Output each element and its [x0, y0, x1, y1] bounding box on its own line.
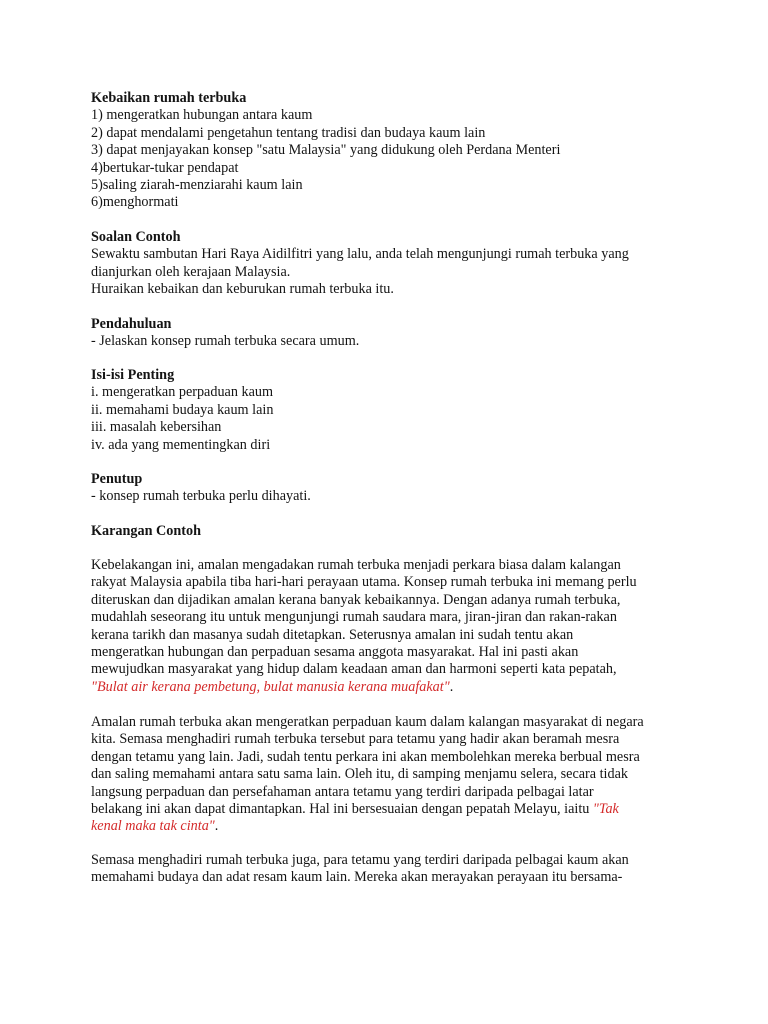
- sample-question-heading: Soalan Contoh: [91, 229, 181, 245]
- paragraph-line-start: belakang ini akan dapat dimantapkan. Hal ini bersesuaian dengan pepatah Melayu, iaitu: [91, 801, 593, 818]
- paragraph-line-with-quote: [91, 801, 691, 818]
- proverb-quote: "Tak: [592, 801, 619, 818]
- paragraph-line: dengan tetamu yang lain. Jadi, sudah tentu perkara ini akan membolehkan mereka berbual mesra: [91, 748, 640, 765]
- essay-paragraph-2: [91, 714, 691, 836]
- closing-section: [91, 471, 691, 506]
- proverb-quote: "Bulat air kerana pembetung, bulat manusia kerana muafakat": [91, 678, 450, 695]
- paragraph-line: diteruskan dan dijadikan amalan kerana banyak kebaikannya. Dengan adanya rumah terbuka,: [91, 591, 621, 608]
- paragraph-line-quote: [91, 679, 691, 696]
- benefit-item: 2) dapat mendalami pengetahun tentang tradisi dan budaya kaum lain: [91, 124, 486, 141]
- introduction-section: [91, 316, 691, 351]
- sample-question-line: Sewaktu sambutan Hari Raya Aidilfitri yang lalu, anda telah mengunjungi rumah terbuka yang: [91, 246, 629, 263]
- sample-question-section: [91, 229, 691, 299]
- main-points-heading: Isi-isi Penting: [91, 367, 175, 383]
- paragraph-line: Amalan rumah terbuka akan mengeratkan perpaduan kaum dalam kalangan masyarakat di negara: [91, 714, 644, 730]
- paragraph-line-quote: [91, 818, 691, 835]
- paragraph-line: kerana tarikh dan masanya sudah ditetapkan. Seterusnya amalan ini sudah tentu akan: [91, 626, 574, 643]
- introduction-heading: Pendahuluan: [91, 316, 172, 332]
- paragraph-line: mudahlah seseorang itu untuk mengunjungi rumah saudara mara, jiran-jiran dan rakan-rakan: [91, 609, 617, 626]
- paragraph-line: mengeratkan hubungan dan perpaduan sesama anggota masyarakat. Hal ini pasti akan: [91, 644, 579, 661]
- paragraph-line: kita. Semasa menghadiri rumah terbuka tersebut para tetamu yang hadir akan beramah mesra: [91, 731, 620, 748]
- closing-line: - konsep rumah terbuka perlu dihayati.: [91, 488, 311, 505]
- paragraph-line: langsung perpaduan dan persefahaman antara tetamu yang terdiri daripada pelbagai latar: [91, 783, 594, 800]
- essay-heading: Karangan Contoh: [91, 523, 201, 539]
- benefits-heading: Kebaikan rumah terbuka: [91, 90, 247, 106]
- main-point-item: i. mengeratkan perpaduan kaum: [91, 384, 273, 401]
- paragraph-line: mewujudkan masyarakat yang hidup dalam keadaan aman dan harmoni seperti kata pepatah,: [91, 661, 617, 678]
- paragraph-line: dan saling memahami antara satu sama lain. Oleh itu, di samping menjamu selera, secara tidak: [91, 766, 628, 783]
- benefit-item: 1) mengeratkan hubungan antara kaum: [91, 107, 313, 124]
- introduction-line: - Jelaskan konsep rumah terbuka secara umum.: [91, 333, 360, 350]
- paragraph-line: memahami budaya dan adat resam kaum lain. Mereka akan merayakan perayaan itu bersama-: [91, 869, 623, 886]
- sample-question-line: Huraikan kebaikan dan keburukan rumah terbuka itu.: [91, 281, 394, 298]
- benefit-item: 3) dapat menjayakan konsep "satu Malaysia" yang didukung oleh Perdana Menteri: [91, 142, 561, 159]
- paragraph-line: rakyat Malaysia apabila tiba hari-hari perayaan utama. Konsep rumah terbuka ini memang perlu: [91, 574, 637, 591]
- benefits-section: [91, 90, 691, 212]
- essay-paragraph-3: [91, 852, 691, 887]
- main-points-section: [91, 367, 691, 454]
- main-point-item: iii. masalah kebersihan: [91, 419, 222, 436]
- benefit-item: 5)saling ziarah-menziarahi kaum lain: [91, 177, 303, 194]
- benefit-item: 4)bertukar-tukar pendapat: [91, 159, 239, 176]
- essay-heading-section: [91, 523, 691, 540]
- quote-period: .: [214, 818, 219, 835]
- quote-period: .: [449, 678, 454, 695]
- main-point-item: iv. ada yang mementingkan diri: [91, 436, 271, 453]
- paragraph-line: Semasa menghadiri rumah terbuka juga, para tetamu yang terdiri daripada pelbagai kaum akan: [91, 852, 629, 868]
- sample-question-line: dianjurkan oleh kerajaan Malaysia.: [91, 263, 291, 280]
- proverb-quote-continued: kenal maka tak cinta": [91, 818, 215, 835]
- benefit-item: 6)menghormati: [91, 194, 179, 211]
- closing-heading: Penutup: [91, 471, 143, 487]
- paragraph-line: Kebelakangan ini, amalan mengadakan rumah terbuka menjadi perkara biasa dalam kalangan: [91, 557, 621, 573]
- main-point-item: ii. memahami budaya kaum lain: [91, 401, 274, 418]
- essay-paragraph-1: [91, 557, 691, 696]
